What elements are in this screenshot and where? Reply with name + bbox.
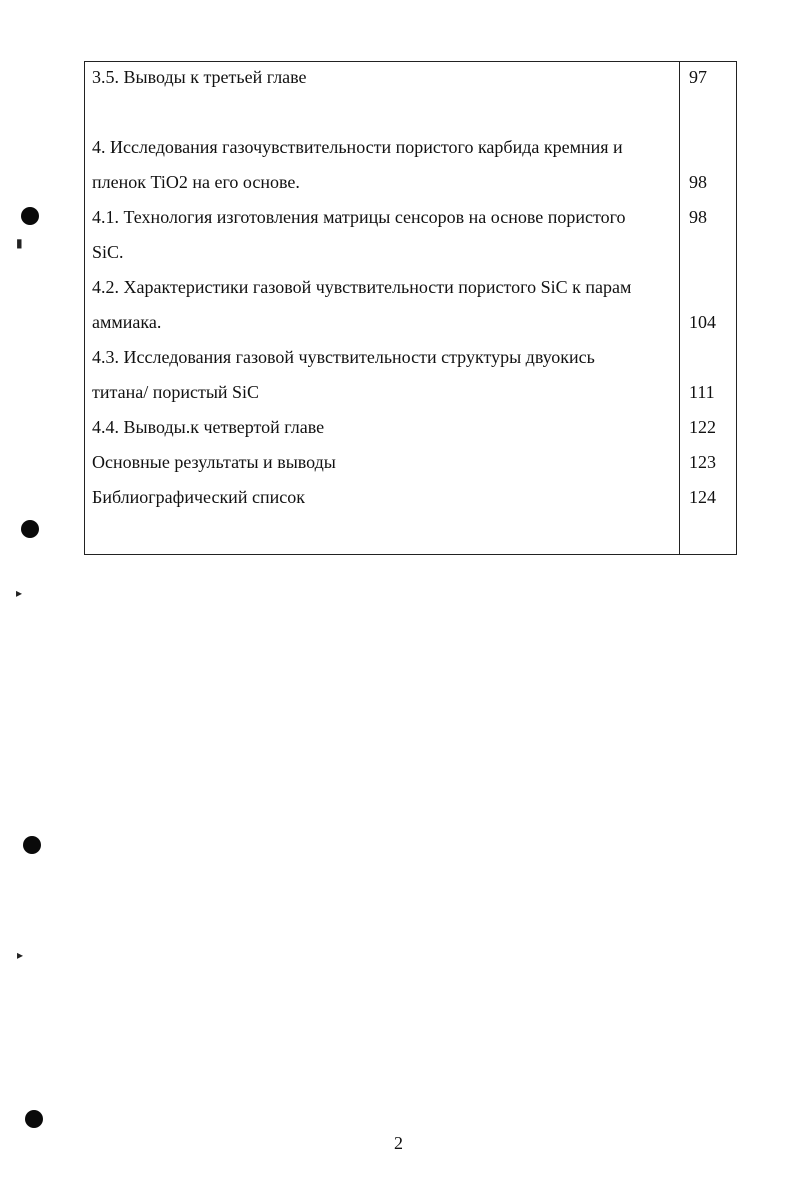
toc-page-4: 98: [689, 172, 707, 192]
page-number: 2: [394, 1133, 403, 1153]
scan-mark: ▸: [16, 586, 23, 600]
column-divider: [679, 62, 680, 554]
toc-page-results: 123: [689, 452, 716, 472]
toc-entry-4-4: 4.4. Выводы.к четвертой главе: [92, 417, 325, 437]
toc-entry-4-1-line1: 4.1. Технология изготовления матрицы сенсоров на основе пористого: [92, 207, 626, 227]
binder-hole-1: [21, 207, 39, 225]
toc-entry-4-2-line2: аммиака.: [92, 312, 162, 332]
toc-entry-4-3-line1: 4.3. Исследования газовой чувствительности структуры двуокись: [92, 347, 595, 367]
toc-entry-4-line2: пленок TiO2 на его основе.: [92, 172, 300, 192]
toc-page-4-2: 104: [689, 312, 716, 332]
toc-page-3-5: 97: [689, 67, 707, 87]
binder-hole-2: [21, 520, 39, 538]
toc-entry-4-2-line1: 4.2. Характеристики газовой чувствительности пористого SiC к парам: [92, 277, 632, 297]
toc-entry-4-line1: 4. Исследования газочувствительности пористого карбида кремния и: [92, 137, 623, 157]
toc-entry-4-3-line2: титана/ пористый SiC: [92, 382, 260, 402]
toc-page-4-3: 111: [689, 382, 715, 402]
toc-entry-bibliography: Библиографический список: [92, 487, 305, 507]
toc-page-bibliography: 124: [689, 487, 716, 507]
toc-entry-results: Основные результаты и выводы: [92, 452, 336, 472]
toc-entry-3-5: 3.5. Выводы к третьей главе: [92, 67, 307, 87]
scan-mark: ▮: [16, 236, 23, 250]
toc-entry-4-1-line2: SiC.: [92, 242, 124, 262]
binder-hole-3: [23, 836, 41, 854]
binder-hole-4: [25, 1110, 43, 1128]
scan-mark: ▸: [17, 948, 24, 962]
toc-table: [84, 61, 737, 555]
toc-page-4-4: 122: [689, 417, 716, 437]
toc-page-4-1: 98: [689, 207, 707, 227]
